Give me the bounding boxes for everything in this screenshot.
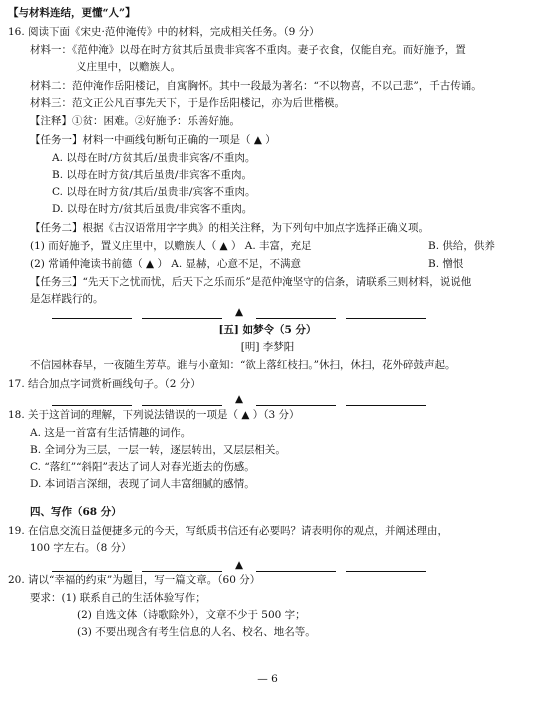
q18-option-a: A. 这是一首富有生活情趣的词作。	[30, 427, 192, 439]
section-header: 【与材料连结，更懂“人”】	[8, 7, 136, 19]
q16-answer-lines	[52, 305, 426, 319]
poem-title: [五] 如梦令（5 分）	[218, 324, 317, 336]
q16-task1: 【任务一】材料一中画线句断句正确的一项是（ ▲ ）	[30, 134, 276, 146]
q16-task3a: 【任务三】“先天下之忧而忧，后天下之乐而乐”是范仲淹坚守的信条，请联系三则材料，说说他	[30, 276, 472, 288]
q20-stem: 20. 请以“幸福的约束”为题目，写一篇文章。（60 分）	[8, 574, 261, 586]
q16-task1-option-b: B. 以母在时方贫/其后虽贵/非宾客不重肉。	[52, 169, 252, 181]
answer-line	[142, 395, 222, 406]
answer-line	[256, 561, 336, 572]
q16-material-2: 材料二：范仲淹作岳阳楼记，自寓胸怀。其中一段最为著名：“不以物喜，不以己悲”，千古传诵。	[30, 80, 482, 92]
q18-stem: 18. 关于这首词的理解，下列说法错误的一项是（ ▲ ）（3 分）	[8, 409, 300, 421]
q20-requirement-2: (2) 自选文体（诗歌除外），文章不少于 500 字；	[77, 609, 306, 621]
q16-task2-row2-option-b: B. 憎恨	[428, 258, 464, 270]
answer-line	[52, 308, 132, 319]
q16-task1-option-d: D. 以母在时方/贫其后虽贵/非宾客不重肉。	[52, 203, 253, 215]
q17-stem: 17. 结合加点字词赏析画线句子。（2 分）	[8, 378, 201, 390]
writing-section-header: 四、写作（68 分）	[30, 506, 122, 518]
q17-answer-lines	[52, 392, 426, 406]
q16-task1-option-a: A. 以母在时/方贫其后/虽贵非宾客/不重肉。	[52, 152, 256, 164]
answer-line	[142, 561, 222, 572]
q19-answer-lines	[52, 558, 426, 572]
answer-line	[346, 561, 426, 572]
answer-line	[52, 561, 132, 572]
q16-note: 【注释】①贫：困难。②好施予：乐善好施。	[30, 115, 240, 127]
answer-line	[346, 395, 426, 406]
q16-task1-option-c: C. 以母在时方贫/其后/虽贵非/宾客不重肉。	[52, 186, 256, 198]
poem-text: 不信园林春早，一夜随生芳草。谁与小童知：“欲上落红枝扫。”休扫，休扫，花外碎鼓声起。	[30, 359, 456, 371]
answer-triangle: ▲	[235, 393, 244, 405]
q16-stem: 16. 阅读下面《宋史·范仲淹传》中的材料，完成相关任务。（9 分）	[8, 26, 320, 38]
q16-task2: 【任务二】根据《古汉语常用字字典》的相关注释，为下列句中加点字选择正确义项。	[30, 222, 429, 234]
q18-option-d: D. 本词语言深细，表现了词人丰富细腻的感情。	[30, 478, 255, 490]
answer-triangle: ▲	[235, 559, 244, 571]
answer-line	[142, 308, 222, 319]
q20-requirement-1: 要求：(1) 联系自己的生活体验写作；	[30, 592, 206, 604]
q16-material-1b: 义庄里中，以赡族人。	[76, 61, 181, 73]
q20-requirement-3: (3) 不要出现含有考生信息的人名、校名、地名等。	[77, 626, 316, 638]
q19-stem-a: 19. 在信息交流日益便捷多元的今天，写纸质书信还有必要吗？请表明你的观点，并阐述理由，	[8, 525, 449, 537]
answer-line	[346, 308, 426, 319]
answer-line	[52, 395, 132, 406]
q16-task3b: 是怎样践行的。	[30, 293, 104, 305]
q19-stem-b: 100 字左右。（8 分）	[30, 542, 132, 554]
q16-material-1a: 材料一：《范仲淹》以母在时方贫其后虽贵非宾客不重肉。妻子衣食，仅能自充。而好施予，置	[30, 44, 466, 56]
q16-task2-row2: (2) 常诵仲淹读书前德（ ▲ ） A. 显赫，心意不足，不满意	[30, 258, 302, 270]
poem-author: [明] 李梦阳	[240, 341, 295, 353]
answer-line	[256, 395, 336, 406]
q18-option-c: C. “落红”“斜阳”表达了词人对春光逝去的伤感。	[30, 461, 255, 473]
answer-triangle: ▲	[235, 306, 244, 318]
q16-material-3: 材料三：范文正公凡百事先天下，于是作岳阳楼记，亦为后世楷模。	[30, 97, 345, 109]
q18-option-b: B. 全词分为三层，一层一转，逐层转出，又层层相关。	[30, 444, 286, 456]
answer-line	[256, 308, 336, 319]
q16-task2-row1-option-b: B. 供给，供养	[428, 240, 495, 252]
page-number: — 6	[257, 673, 278, 685]
q16-task2-row1: (1) 而好施予，置义庄里中，以赡族人（ ▲ ） A. 丰富，充足	[30, 240, 312, 252]
